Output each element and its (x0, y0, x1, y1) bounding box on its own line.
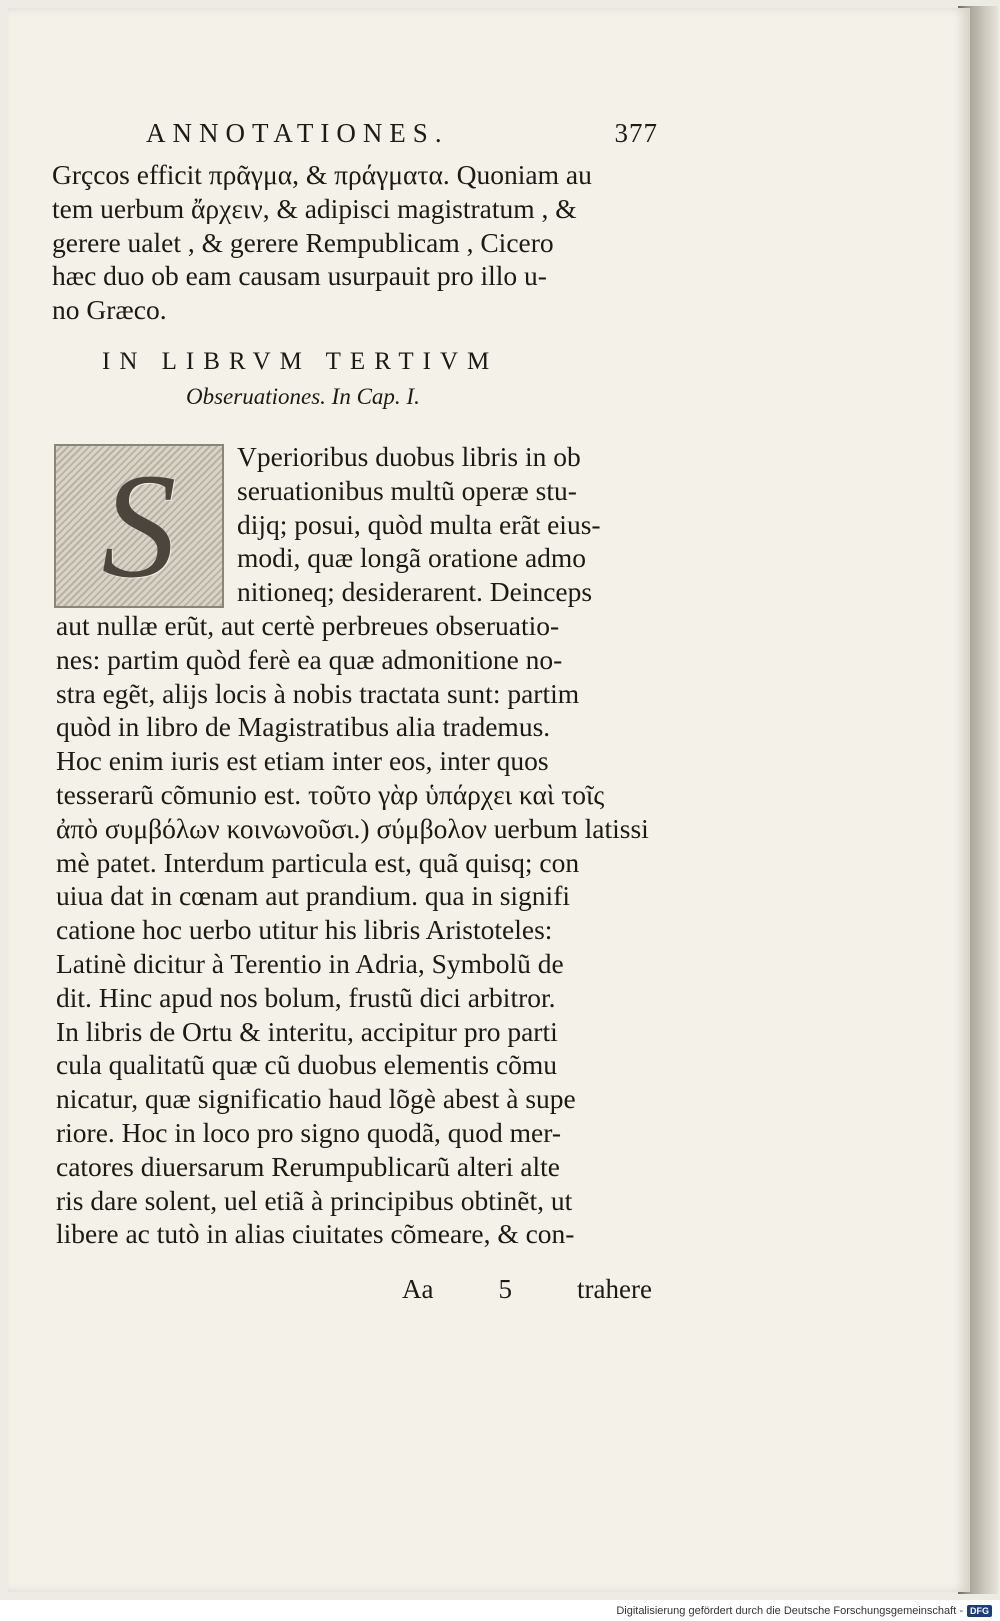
text-line: riore. Hoc in loco pro signo quodã, quod mer- (56, 1116, 562, 1148)
text-line: Grçcos efficit πρᾶγμα, & πράγματα. Quoniam au (52, 159, 592, 190)
text-line: seruationibus multũ operæ stu- (237, 474, 577, 506)
text-line: tesserarũ cõmunio est. τοῦτο γὰρ ὑπάρχει καὶ τοῖς (56, 778, 605, 810)
section-title: IN LIBRVM TERTIVM (102, 348, 499, 375)
paragraph-continuation (52, 158, 592, 327)
text-line: ris dare solent, uel etiã à principibus obtinẽt, ut (56, 1184, 573, 1216)
dfg-logo: DFG (967, 1605, 992, 1617)
signature-mark: Aa (402, 1274, 434, 1304)
text-line: In libris de Ortu & interitu, accipitur pro parti (56, 1015, 558, 1047)
paragraph-main (56, 609, 649, 1251)
text-line: tem uerbum ἄρχειν, & adipisci magistratum , & (52, 192, 577, 224)
text-line: nitioneq; desiderarent. Deinceps (237, 576, 593, 608)
text-line: hæc duo ob eam causam usurpauit pro illo u- (52, 260, 547, 292)
catchword: trahere (577, 1274, 652, 1304)
text-line: modi, quæ longã oratione admo (237, 542, 587, 574)
section-subtitle: Obseruationes. In Cap. I. (186, 384, 420, 409)
text-line: Latinè dicitur à Terentio in Adria, Symbolũ de (56, 947, 564, 979)
text-line: nes: partim quòd ferè ea quæ admonitione no- (56, 643, 563, 675)
page-number: 377 (614, 118, 658, 148)
decorated-initial (54, 444, 224, 608)
text-line: gerere ualet , & gerere Rempublicam , Cicero (52, 226, 554, 258)
text-line: mè patet. Interdum particula est, quã quisq; con (56, 846, 580, 878)
text-line: aut nullæ erũt, aut certè perbreues obseruatio- (56, 610, 560, 641)
digitization-footer (0, 1600, 1000, 1621)
text-line: ἀπὸ συμβόλων κοινωνοῦσι.) σύμβολον uerbum latissi (56, 812, 649, 844)
initial-letter: S (101, 444, 177, 608)
text-line: stra egẽt, alijs locis à nobis tractata sunt: partim (56, 677, 580, 709)
text-line: libere ac tutò in alias ciuitates cõmeare, & con- (56, 1218, 575, 1250)
text-line: Vperioribus duobus libris in ob (237, 441, 581, 472)
text-line: nicatur, quæ significatio haud lõgè abest à supe (56, 1083, 576, 1115)
running-title: ANNOTATIONES. (146, 118, 449, 148)
signature-number: 5 (498, 1274, 513, 1304)
text-line: catione hoc uerbo utitur his libris Aristoteles: (56, 914, 553, 946)
text-line: uiua dat in cœnam aut prandium. qua in signifi (56, 880, 570, 912)
paragraph-beside-initial (237, 440, 601, 609)
text-line: catores diuersarum Rerumpublicarũ alteri alte (56, 1150, 560, 1182)
text-line: cula qualitatũ quæ cũ duobus elementis cõmu (56, 1049, 558, 1081)
text-line: dit. Hinc apud nos bolum, frustũ dici arbitror. (56, 981, 556, 1013)
footer-text: Digitalisierung gefördert durch die Deutsche Forschungsgemeinschaft - (616, 1604, 963, 1617)
running-head (146, 118, 658, 158)
signature-line (402, 1274, 652, 1305)
text-line: quòd in libro de Magistratibus alia trademus. (56, 711, 551, 743)
text-line: Hoc enim iuris est etiam inter eos, inter quos (56, 745, 549, 777)
text-line: no Græco. (52, 294, 167, 326)
text-line: dijq; posui, quòd multa erãt eius- (237, 508, 601, 540)
